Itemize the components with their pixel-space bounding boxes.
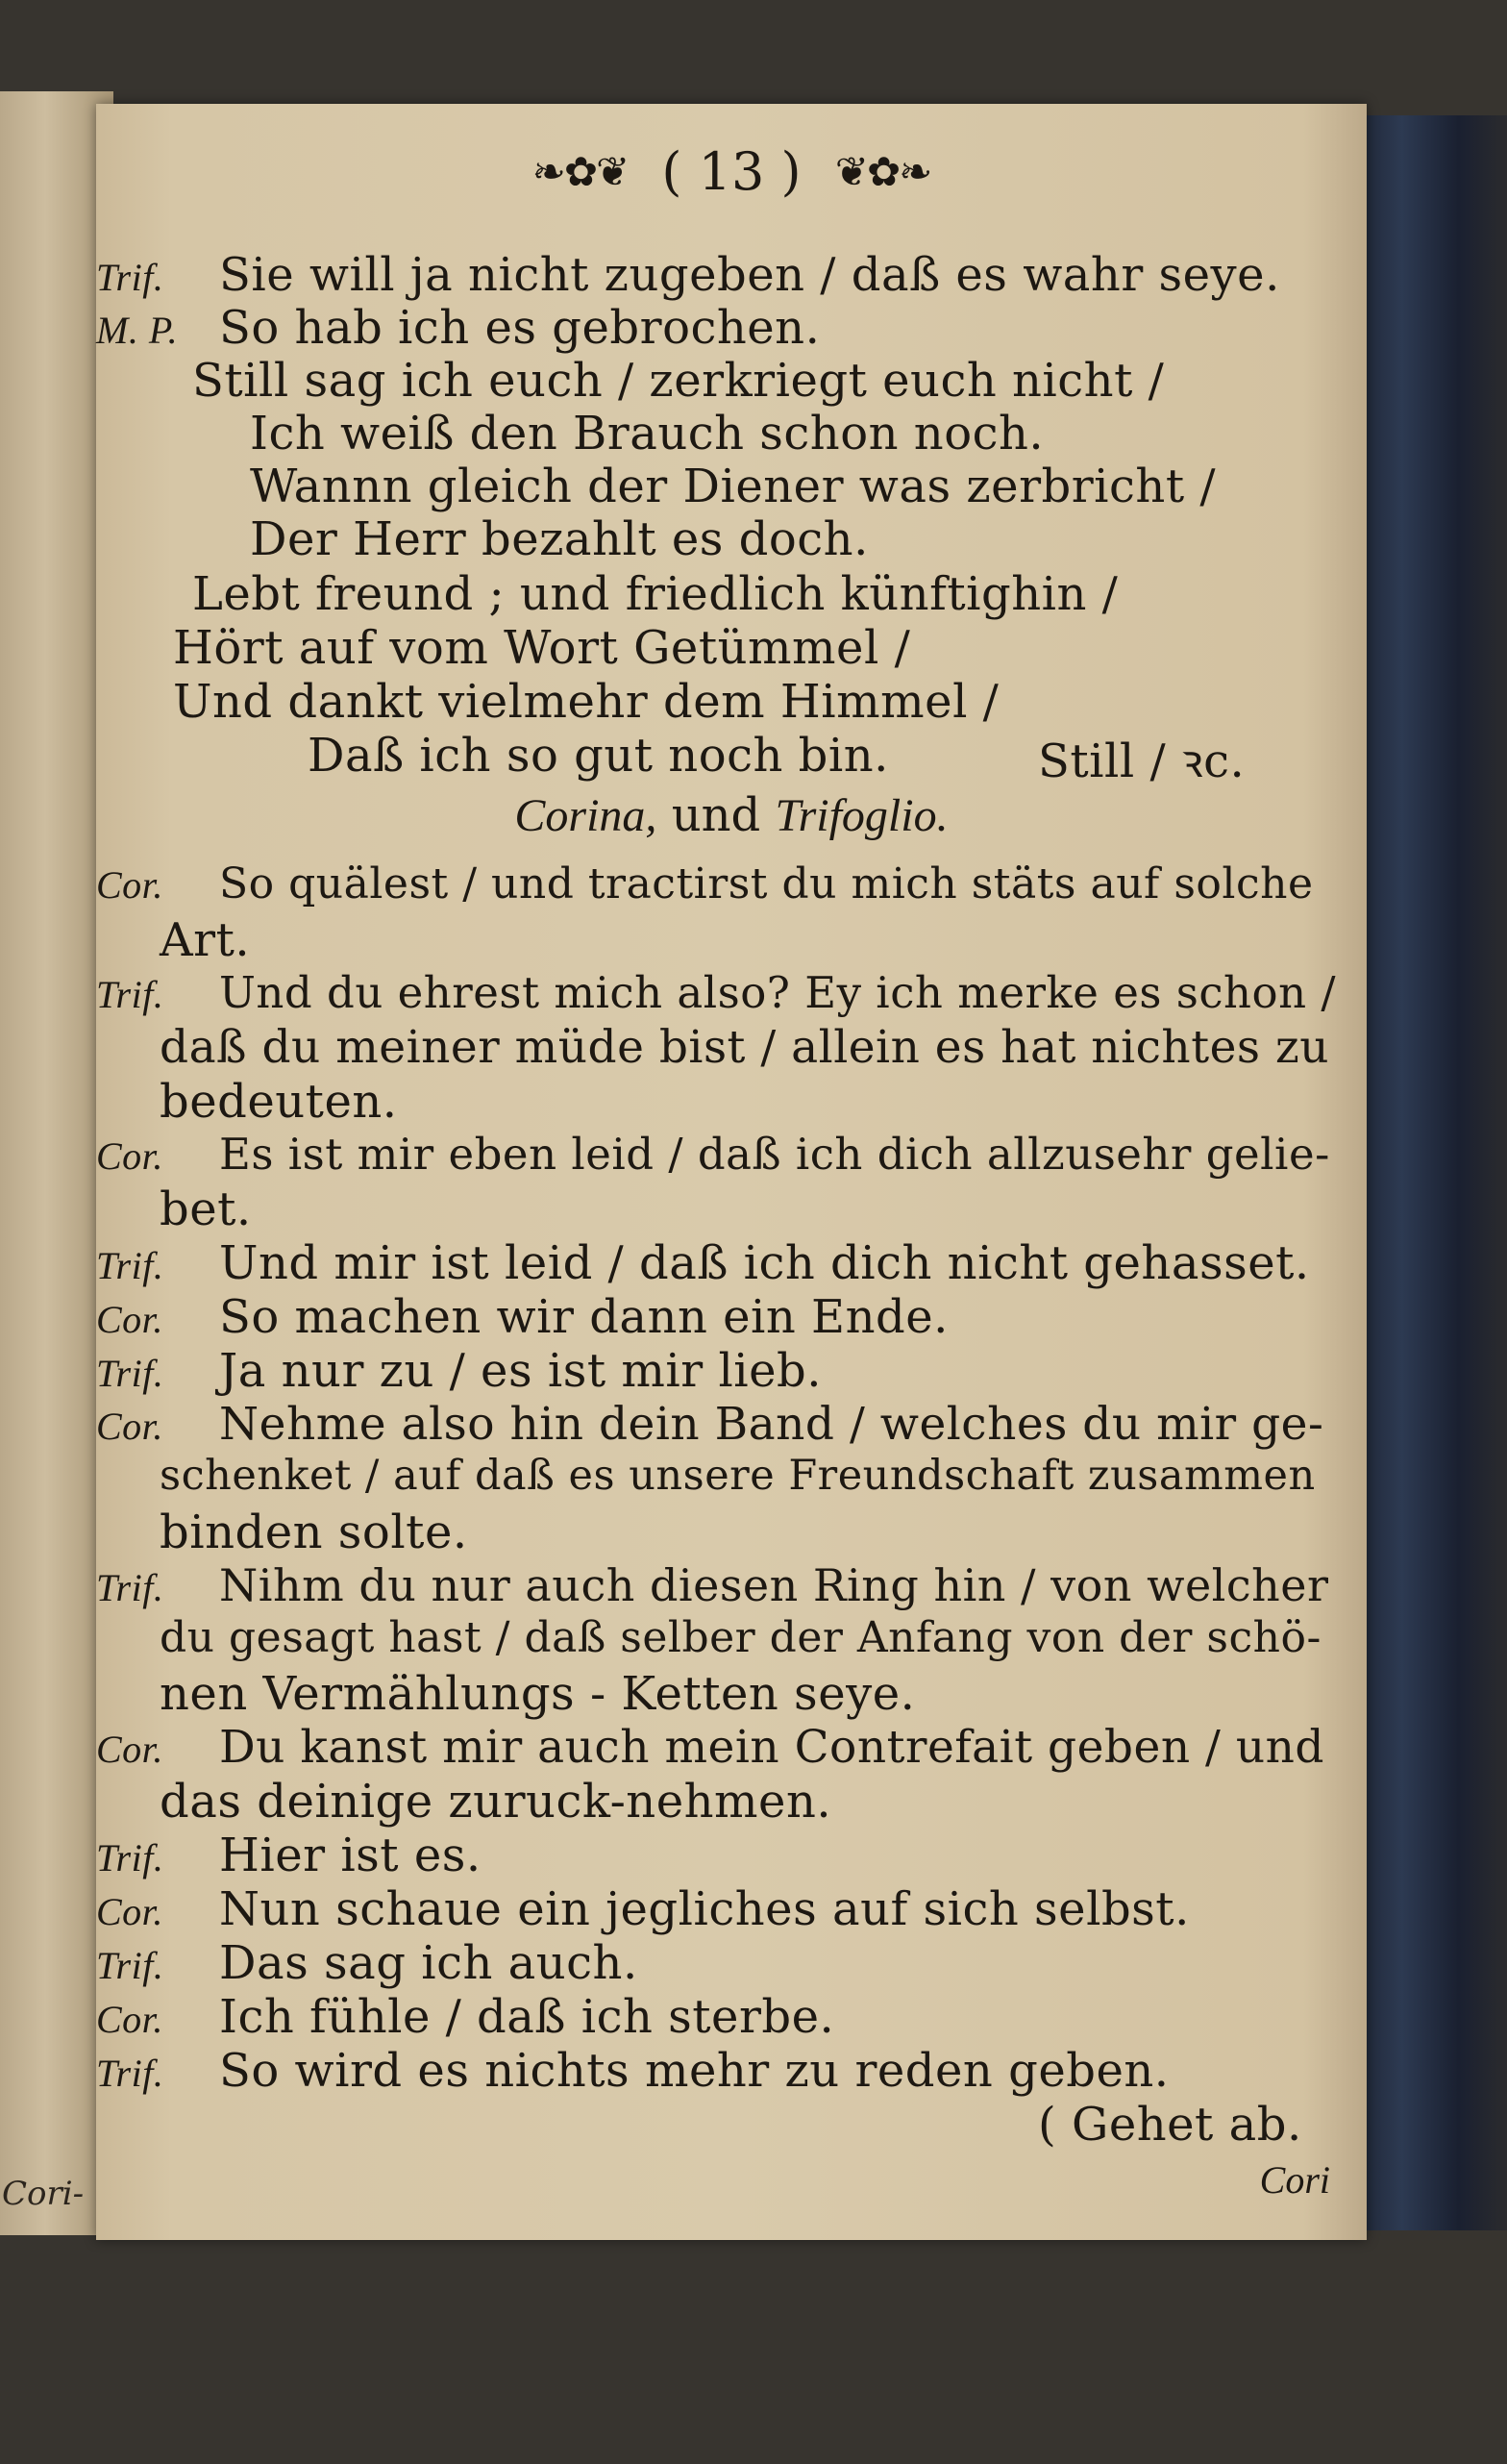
text-line: [96, 1990, 834, 2044]
speaker-label: Trif.: [96, 1566, 164, 1609]
line-tail-text: Still / ꝛc.: [1038, 734, 1246, 788]
speaker-label: Cor.: [96, 1134, 163, 1178]
heading-name-corina: Corina,: [514, 790, 657, 841]
text-line: [173, 621, 910, 675]
speaker-label: Trif.: [96, 1352, 164, 1395]
line-text: das deinige zuruck-nehmen.: [160, 1775, 832, 1829]
speaker-label: Cor.: [96, 1728, 163, 1771]
text-line: [160, 1667, 915, 1721]
ornament-right-icon: ❦✿❧: [834, 147, 931, 195]
text-line: [160, 1506, 468, 1559]
text-line: [160, 1613, 1322, 1662]
text-line: [160, 913, 250, 967]
speaker-label: Cor.: [96, 1298, 163, 1341]
page-header: [96, 137, 1367, 202]
speaker-label: M. P.: [96, 309, 179, 352]
text-line: [96, 1559, 1329, 1611]
text-line: [96, 859, 1313, 908]
catchword: Cori: [1259, 2158, 1330, 2202]
page-number: ( 13 ): [661, 140, 802, 202]
text-line: [96, 2044, 1170, 2098]
text-line: [160, 1775, 831, 1829]
line-text: Nihm du nur auch diesen Ring hin / von welcher: [219, 1559, 1329, 1611]
text-line: [160, 1021, 1329, 1074]
line-text: Der Herr bezahlt es doch.: [250, 512, 869, 566]
left-page-catchword: Cori-: [2, 2175, 85, 2213]
line-text: Art.: [160, 913, 251, 967]
speaker-label: Trif.: [96, 1944, 164, 1987]
line-text: daß du meiner müde bist / allein es hat nichtes zu: [160, 1021, 1329, 1074]
text-line: [192, 354, 1164, 408]
line-text: Hier ist es.: [219, 1829, 482, 1882]
line-text: So hab ich es gebrochen.: [219, 301, 821, 355]
line-text: Wannn gleich der Diener was zerbricht /: [250, 460, 1217, 513]
text-line: [96, 248, 1280, 302]
line-text: Es ist mir eben leid / daß ich dich allzusehr gelie-: [219, 1129, 1330, 1180]
text-line: [250, 512, 869, 566]
book-page: [96, 104, 1367, 2240]
book-cover: [1346, 115, 1507, 2230]
text-line: [96, 1236, 1310, 1290]
text-line: [1038, 2098, 1302, 2152]
text-line: [96, 1129, 1330, 1180]
text-line: [96, 1882, 1190, 1936]
heading-conjunction: und: [671, 788, 761, 842]
text-line: [160, 1182, 252, 1236]
text-line: [96, 1290, 949, 1344]
line-text: Das sag ich auch.: [219, 1936, 638, 1990]
speaker-label: Cor.: [96, 1405, 163, 1448]
line-text: du gesagt hast / daß selber der Anfang von der schö-: [160, 1613, 1322, 1662]
text-line: [96, 1829, 482, 1882]
text-line: [192, 567, 1118, 621]
line-text: schenket / auf daß es unsere Freundschaft zusammen: [160, 1452, 1316, 1500]
line-text: So quälest / und tractirst du mich stäts auf solche: [219, 859, 1314, 908]
heading-name-trifoglio: Trifoglio.: [775, 790, 949, 841]
speaker-label: Cor.: [96, 1998, 163, 2041]
speaker-label: Cor.: [96, 1890, 163, 1933]
text-line: [250, 460, 1216, 513]
text-line: [96, 301, 820, 355]
text-line: [173, 675, 999, 729]
line-text: Sie will ja nicht zugeben / daß es wahr seye.: [219, 248, 1280, 302]
text-line: [96, 1344, 822, 1398]
text-line: [96, 967, 1336, 1018]
scene-heading: [96, 788, 1367, 842]
ornament-left-icon: ❧✿❦: [531, 147, 629, 195]
text-line: [250, 407, 1044, 460]
line-text: binden solte.: [160, 1506, 468, 1559]
text-line: [160, 1452, 1316, 1500]
line-text: Du kanst mir auch mein Contrefait geben / und: [219, 1721, 1324, 1774]
line-text: Und mir ist leid / daß ich dich nicht gehasset.: [219, 1236, 1310, 1290]
line-text: ( Gehet ab.: [1038, 2098, 1302, 2152]
speaker-label: Trif.: [96, 973, 164, 1016]
speaker-label: Trif.: [96, 256, 164, 299]
line-text: Ja nur zu / es ist mir lieb.: [219, 1344, 823, 1398]
line-text: So wird es nichts mehr zu reden geben.: [219, 2044, 1170, 2098]
line-text: So machen wir dann ein Ende.: [219, 1290, 949, 1344]
line-text: bedeuten.: [160, 1075, 398, 1129]
text-line: [308, 729, 1246, 788]
line-text: Ich weiß den Brauch schon noch.: [250, 407, 1045, 460]
line-text: Lebt freund ; und friedlich künftighin /: [192, 567, 1119, 621]
line-text: Nun schaue ein jegliches auf sich selbst.: [219, 1882, 1190, 1936]
line-text: bet.: [160, 1182, 252, 1236]
line-text: Und dankt vielmehr dem Himmel /: [173, 675, 1000, 729]
line-text: Und du ehrest mich also? Ey ich merke es schon /: [219, 967, 1337, 1018]
speaker-label: Trif.: [96, 2052, 164, 2095]
speaker-label: Trif.: [96, 1244, 164, 1287]
text-line: [160, 1075, 398, 1129]
line-text: Still sag ich euch / zerkriegt euch nicht /: [192, 354, 1165, 408]
text-line: [96, 1721, 1324, 1774]
line-text: Daß ich so gut noch bin.: [308, 729, 889, 783]
line-text: nen Vermählungs - Ketten seye.: [160, 1667, 916, 1721]
text-line: [96, 1398, 1323, 1451]
line-text: Nehme also hin dein Band / welches du mir ge-: [219, 1398, 1324, 1451]
line-text: Ich fühle / daß ich sterbe.: [219, 1990, 835, 2044]
line-text: Hört auf vom Wort Getümmel /: [173, 621, 911, 675]
speaker-label: Trif.: [96, 1836, 164, 1879]
speaker-label: Cor.: [96, 863, 163, 907]
text-line: [96, 1936, 638, 1990]
